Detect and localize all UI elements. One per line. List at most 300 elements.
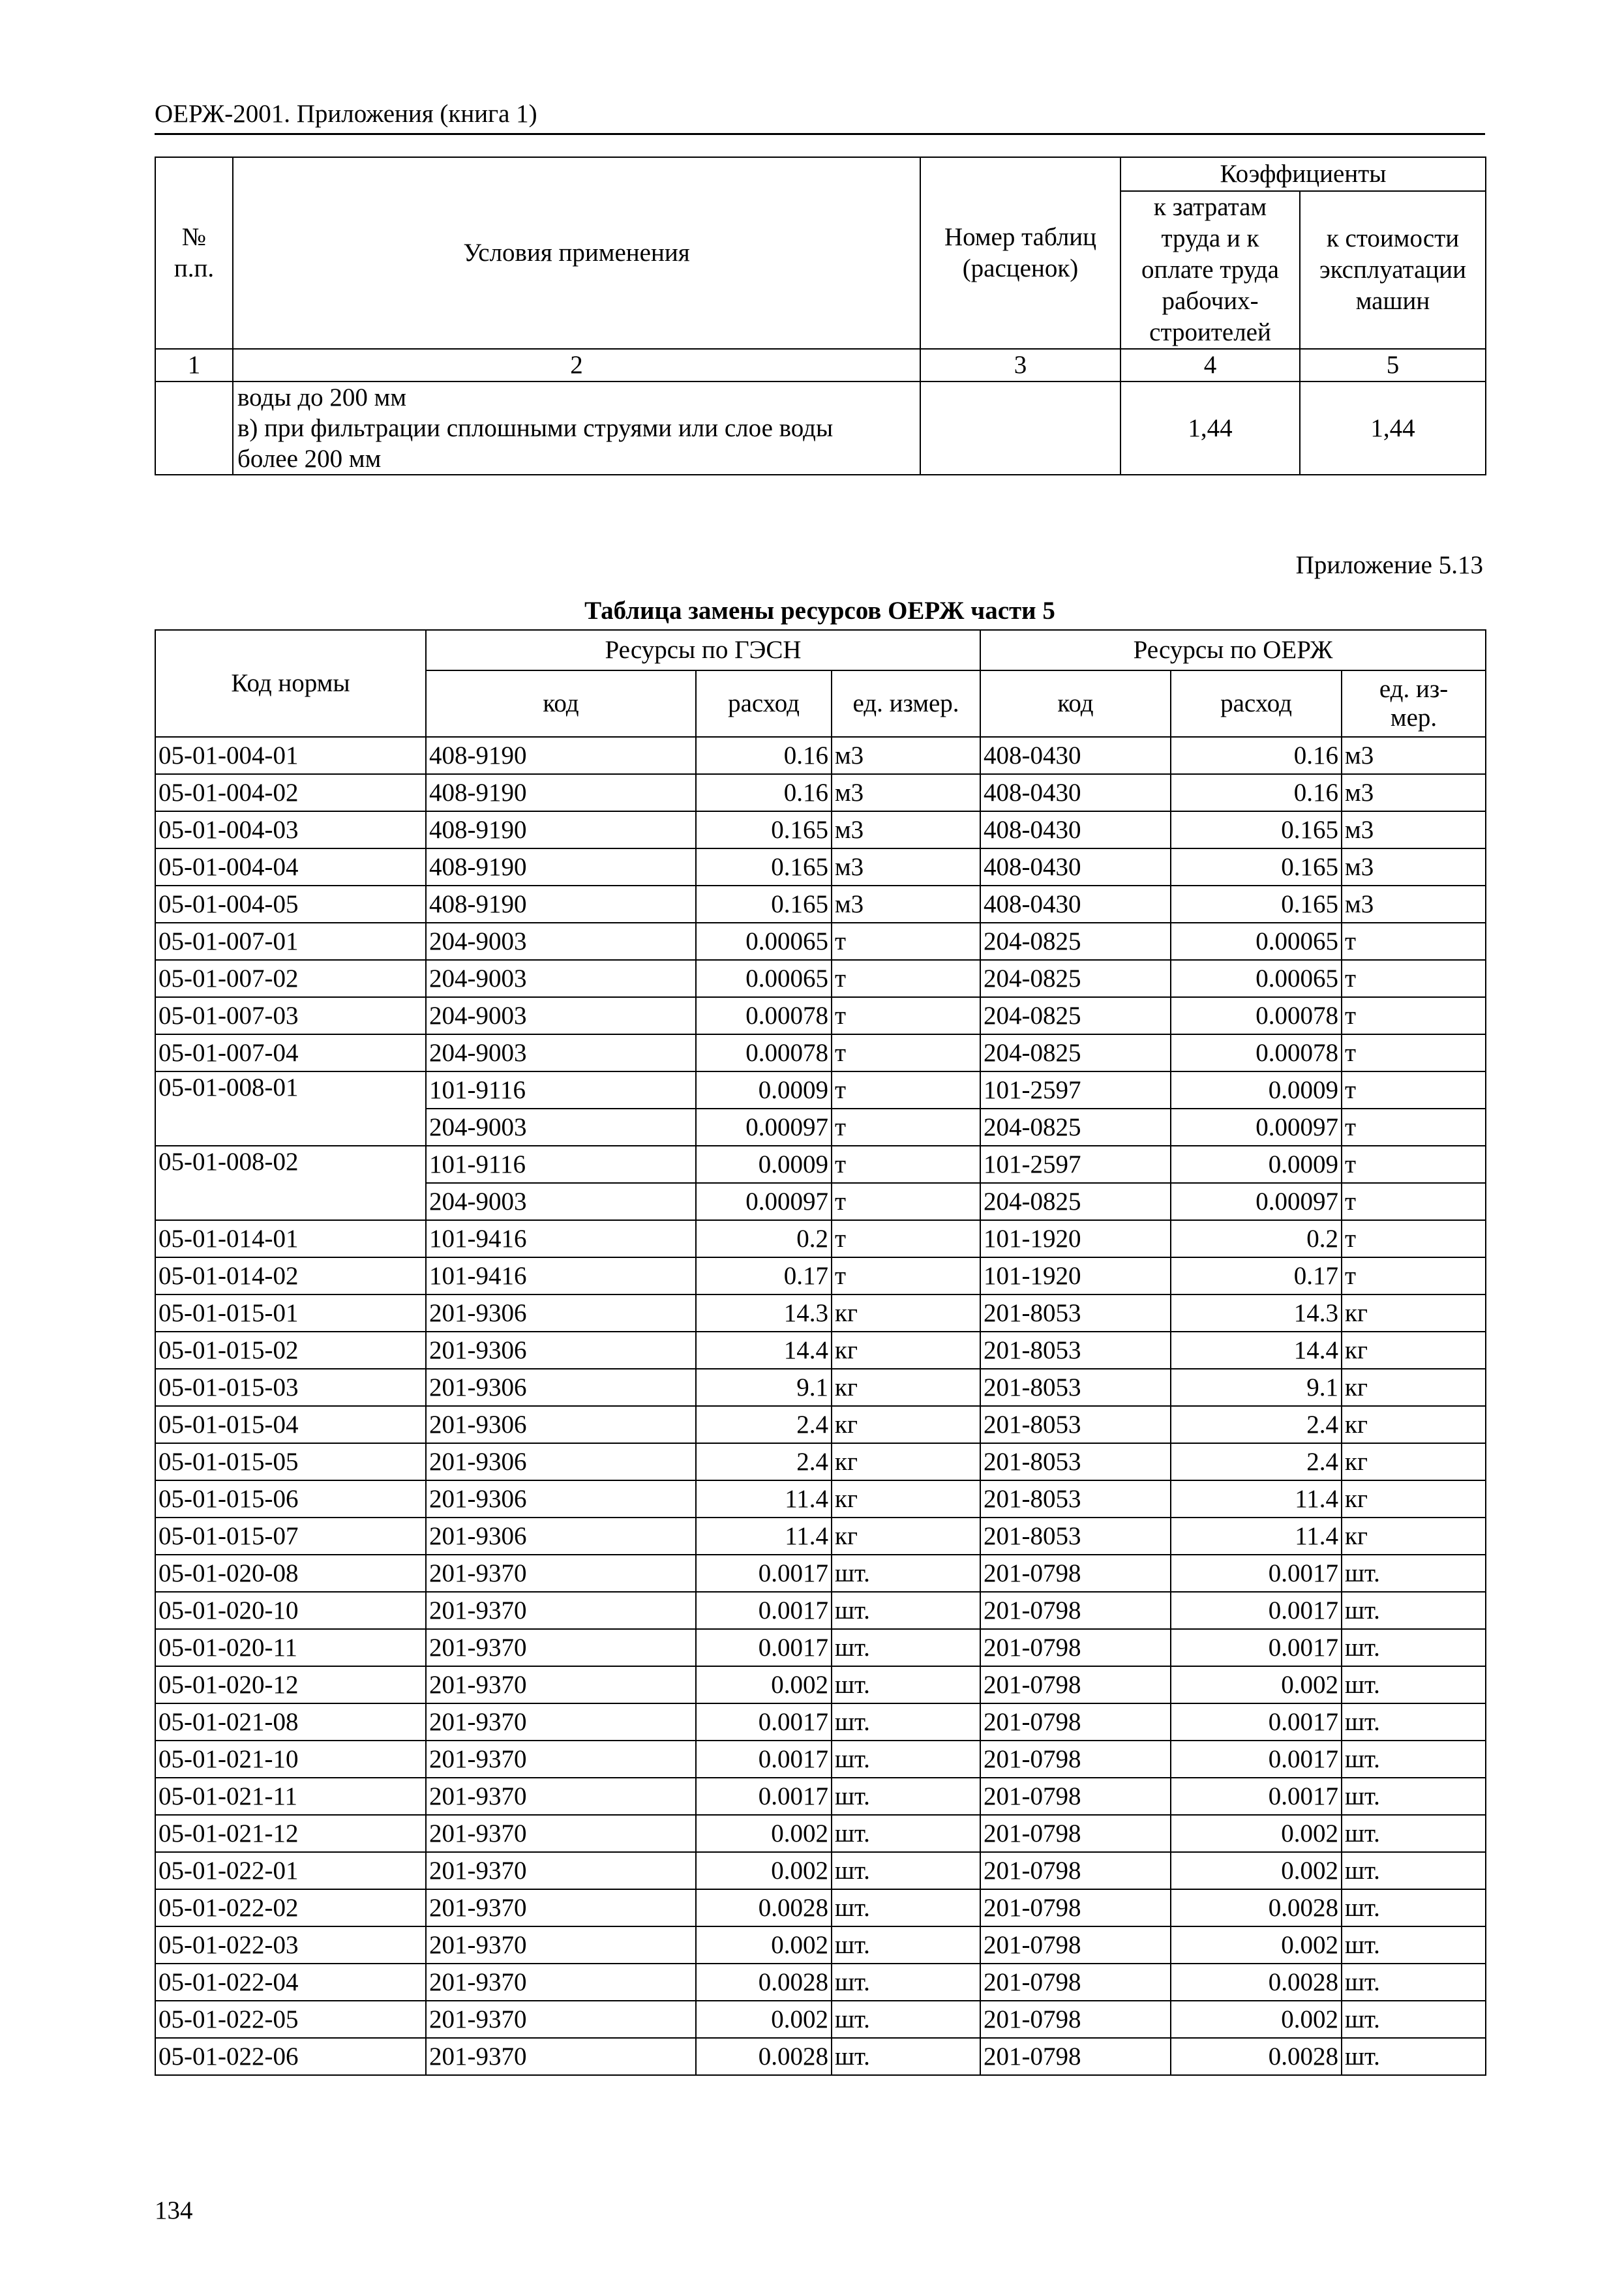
coefficients-table: [155, 157, 1486, 475]
row-number: [155, 382, 233, 475]
gesn-unit-cell: шт.: [832, 1666, 980, 1703]
oerzh-unit-cell: кг: [1342, 1369, 1486, 1406]
gesn-unit-cell: шт.: [832, 2038, 980, 2075]
oerzh-rate-cell: 0.00097: [1171, 1109, 1342, 1146]
oerzh-unit-cell: кг: [1342, 1294, 1486, 1332]
oerzh-rate-cell: 0.002: [1171, 1666, 1342, 1703]
gesn-rate-cell: 0.002: [696, 1926, 832, 1964]
gesn-code-cell: 201-9306: [426, 1332, 696, 1369]
oerzh-unit-cell: т: [1342, 1071, 1486, 1109]
gesn-unit-cell: т: [832, 1183, 980, 1220]
gesn-code-cell: 408-9190: [426, 848, 696, 886]
gesn-rate-cell: 0.16: [696, 774, 832, 811]
norm-code-cell: 05-01-015-03: [155, 1369, 426, 1406]
oerzh-unit-cell: шт.: [1342, 2001, 1486, 2038]
oerzh-code-cell: 201-0798: [980, 1741, 1171, 1778]
oerzh-code-cell: 408-0430: [980, 774, 1171, 811]
gesn-unit-cell: кг: [832, 1406, 980, 1443]
oerzh-unit-cell: шт.: [1342, 1592, 1486, 1629]
oerzh-code-cell: 201-0798: [980, 2038, 1171, 2075]
gesn-unit-cell: кг: [832, 1332, 980, 1369]
oerzh-rate-cell: 0.0017: [1171, 1592, 1342, 1629]
oerzh-rate-cell: 0.0017: [1171, 1741, 1342, 1778]
oerzh-unit-cell: м3: [1342, 737, 1486, 774]
col-index: 3: [920, 349, 1120, 382]
oerzh-unit-cell: м3: [1342, 848, 1486, 886]
norm-code-cell: 05-01-022-01: [155, 1852, 426, 1889]
gesn-rate-cell: 0.00097: [696, 1183, 832, 1220]
oerzh-unit-cell: т: [1342, 1109, 1486, 1146]
oerzh-rate-cell: 11.4: [1171, 1518, 1342, 1555]
oerzh-rate-cell: 0.0017: [1171, 1555, 1342, 1592]
gesn-rate-cell: 0.0009: [696, 1071, 832, 1109]
gesn-unit-cell: шт.: [832, 1889, 980, 1926]
gesn-code-cell: 201-9306: [426, 1480, 696, 1518]
oerzh-unit-cell: шт.: [1342, 1926, 1486, 1964]
table-row: [155, 1294, 1486, 1332]
norm-code-cell: 05-01-014-01: [155, 1220, 426, 1257]
oerzh-unit-cell: шт.: [1342, 1889, 1486, 1926]
gesn-unit-cell: шт.: [832, 1852, 980, 1889]
table-row: [155, 1332, 1486, 1369]
gesn-rate-cell: 0.165: [696, 848, 832, 886]
norm-code-cell: 05-01-020-10: [155, 1592, 426, 1629]
gesn-rate-cell: 0.0017: [696, 1592, 832, 1629]
table-row: [155, 774, 1486, 811]
oerzh-code-cell: 101-1920: [980, 1220, 1171, 1257]
norm-code-cell: 05-01-021-08: [155, 1703, 426, 1741]
table-row: [155, 1257, 1486, 1294]
norm-code-cell: 05-01-007-02: [155, 960, 426, 997]
oerzh-code-cell: 201-0798: [980, 1666, 1171, 1703]
gesn-unit-cell: кг: [832, 1369, 980, 1406]
col-header-machine-coef: к стоимости эксплуатации машин: [1300, 191, 1486, 349]
oerzh-unit-cell: шт.: [1342, 1964, 1486, 2001]
oerzh-code-cell: 201-0798: [980, 1592, 1171, 1629]
norm-code-cell: 05-01-007-03: [155, 997, 426, 1034]
oerzh-unit-cell: т: [1342, 960, 1486, 997]
norm-code-cell: 05-01-015-05: [155, 1443, 426, 1480]
row-table-number: [920, 382, 1120, 475]
gesn-unit-cell: м3: [832, 886, 980, 923]
gesn-unit-cell: шт.: [832, 1555, 980, 1592]
oerzh-rate-cell: 0.002: [1171, 1815, 1342, 1852]
gesn-code-cell: 201-9370: [426, 1964, 696, 2001]
oerzh-unit-cell: м3: [1342, 811, 1486, 848]
gesn-rate-cell: 11.4: [696, 1518, 832, 1555]
oerzh-unit-cell: т: [1342, 1034, 1486, 1071]
gesn-rate-cell: 14.4: [696, 1332, 832, 1369]
oerzh-unit-cell: т: [1342, 923, 1486, 960]
gesn-rate-cell: 0.0028: [696, 2038, 832, 2075]
oerzh-code-cell: 204-0825: [980, 1183, 1171, 1220]
norm-code-cell: 05-01-022-03: [155, 1926, 426, 1964]
oerzh-code-cell: 101-1920: [980, 1257, 1171, 1294]
gesn-code-cell: 204-9003: [426, 1109, 696, 1146]
oerzh-unit-cell: шт.: [1342, 1555, 1486, 1592]
gesn-rate-cell: 0.0009: [696, 1146, 832, 1183]
gesn-rate-cell: 0.002: [696, 1815, 832, 1852]
col-group-gesn: Ресурсы по ГЭСН: [426, 630, 980, 670]
oerzh-unit-cell: шт.: [1342, 1778, 1486, 1815]
gesn-rate-cell: 2.4: [696, 1443, 832, 1480]
col-header-oerzh-unit: ед. из- мер.: [1342, 670, 1486, 737]
norm-code-cell: 05-01-004-04: [155, 848, 426, 886]
oerzh-rate-cell: 0.16: [1171, 737, 1342, 774]
norm-code-cell: 05-01-008-02: [155, 1146, 426, 1220]
table-row: [155, 1666, 1486, 1703]
oerzh-code-cell: 408-0430: [980, 811, 1171, 848]
col-header-number: № п.п.: [155, 157, 233, 349]
gesn-code-cell: 201-9370: [426, 1703, 696, 1741]
gesn-rate-cell: 0.0028: [696, 1889, 832, 1926]
gesn-code-cell: 201-9370: [426, 1555, 696, 1592]
table-row: [155, 382, 1486, 475]
table-row: [155, 1889, 1486, 1926]
table-row: [155, 737, 1486, 774]
oerzh-rate-cell: 0.00065: [1171, 923, 1342, 960]
oerzh-rate-cell: 0.165: [1171, 811, 1342, 848]
oerzh-code-cell: 204-0825: [980, 1109, 1171, 1146]
table-row: [155, 1034, 1486, 1071]
table-row: [155, 1518, 1486, 1555]
col-header-norm-code: Код нормы: [155, 630, 426, 737]
gesn-code-cell: 201-9370: [426, 1778, 696, 1815]
table-caption: Таблица замены ресурсов ОЕРЖ части 5: [584, 597, 1055, 625]
table-row: [155, 1592, 1486, 1629]
oerzh-rate-cell: 0.00097: [1171, 1183, 1342, 1220]
gesn-unit-cell: т: [832, 1220, 980, 1257]
gesn-rate-cell: 0.0017: [696, 1703, 832, 1741]
table-row: [155, 1443, 1486, 1480]
col-header-oerzh-rate: расход: [1171, 670, 1342, 737]
table-row: [155, 811, 1486, 848]
gesn-code-cell: 408-9190: [426, 886, 696, 923]
gesn-rate-cell: 0.00065: [696, 960, 832, 997]
page-number: 134: [155, 2196, 193, 2224]
oerzh-code-cell: 204-0825: [980, 960, 1171, 997]
oerzh-unit-cell: шт.: [1342, 1666, 1486, 1703]
row-conditions: воды до 200 мм в) при фильтрации сплошными струями или слое воды более 200 мм: [233, 382, 920, 475]
table-row: [155, 1071, 1486, 1109]
col-header-coefficients: Коэффициенты: [1120, 157, 1486, 191]
oerzh-code-cell: 201-8053: [980, 1369, 1171, 1406]
oerzh-code-cell: 204-0825: [980, 997, 1171, 1034]
norm-code-cell: 05-01-021-10: [155, 1741, 426, 1778]
gesn-code-cell: 408-9190: [426, 737, 696, 774]
oerzh-unit-cell: шт.: [1342, 1852, 1486, 1889]
gesn-code-cell: 204-9003: [426, 997, 696, 1034]
oerzh-rate-cell: 0.0028: [1171, 1889, 1342, 1926]
oerzh-code-cell: 201-0798: [980, 1926, 1171, 1964]
oerzh-rate-cell: 2.4: [1171, 1406, 1342, 1443]
table-row: [155, 960, 1486, 997]
gesn-unit-cell: м3: [832, 848, 980, 886]
oerzh-code-cell: 201-8053: [980, 1518, 1171, 1555]
gesn-unit-cell: т: [832, 1071, 980, 1109]
gesn-unit-cell: кг: [832, 1294, 980, 1332]
gesn-unit-cell: т: [832, 1109, 980, 1146]
gesn-code-cell: 201-9370: [426, 2001, 696, 2038]
gesn-unit-cell: кг: [832, 1480, 980, 1518]
norm-code-cell: 05-01-022-05: [155, 2001, 426, 2038]
gesn-unit-cell: м3: [832, 737, 980, 774]
gesn-unit-cell: т: [832, 960, 980, 997]
table-row: [155, 1852, 1486, 1889]
gesn-rate-cell: 9.1: [696, 1369, 832, 1406]
norm-code-cell: 05-01-004-02: [155, 774, 426, 811]
oerzh-rate-cell: 0.0028: [1171, 1964, 1342, 2001]
oerzh-rate-cell: 0.00078: [1171, 1034, 1342, 1071]
oerzh-unit-cell: м3: [1342, 774, 1486, 811]
page-header: ОЕРЖ-2001. Приложения (книга 1): [155, 98, 1485, 135]
gesn-unit-cell: т: [832, 1034, 980, 1071]
oerzh-unit-cell: кг: [1342, 1406, 1486, 1443]
col-index: 4: [1120, 349, 1300, 382]
oerzh-code-cell: 201-0798: [980, 1964, 1171, 2001]
oerzh-rate-cell: 0.0028: [1171, 2038, 1342, 2075]
gesn-rate-cell: 0.002: [696, 2001, 832, 2038]
norm-code-cell: 05-01-021-12: [155, 1815, 426, 1852]
table-row: [155, 923, 1486, 960]
appendix-label: Приложение 5.13: [1295, 551, 1483, 579]
oerzh-code-cell: 201-8053: [980, 1480, 1171, 1518]
oerzh-rate-cell: 14.3: [1171, 1294, 1342, 1332]
gesn-rate-cell: 0.00097: [696, 1109, 832, 1146]
gesn-code-cell: 204-9003: [426, 960, 696, 997]
oerzh-rate-cell: 0.17: [1171, 1257, 1342, 1294]
gesn-code-cell: 101-9116: [426, 1146, 696, 1183]
table-row: [155, 1146, 1486, 1183]
gesn-rate-cell: 11.4: [696, 1480, 832, 1518]
oerzh-rate-cell: 0.0017: [1171, 1703, 1342, 1741]
norm-code-cell: 05-01-020-12: [155, 1666, 426, 1703]
oerzh-code-cell: 201-0798: [980, 1703, 1171, 1741]
oerzh-code-cell: 204-0825: [980, 1034, 1171, 1071]
oerzh-code-cell: 408-0430: [980, 886, 1171, 923]
gesn-rate-cell: 0.0017: [696, 1741, 832, 1778]
gesn-unit-cell: шт.: [832, 1741, 980, 1778]
oerzh-rate-cell: 0.00078: [1171, 997, 1342, 1034]
table-row: [155, 848, 1486, 886]
oerzh-unit-cell: т: [1342, 1220, 1486, 1257]
oerzh-rate-cell: 0.00065: [1171, 960, 1342, 997]
oerzh-code-cell: 201-0798: [980, 1889, 1171, 1926]
oerzh-rate-cell: 0.002: [1171, 1852, 1342, 1889]
norm-code-cell: 05-01-020-11: [155, 1629, 426, 1666]
oerzh-code-cell: 201-8053: [980, 1294, 1171, 1332]
gesn-code-cell: 204-9003: [426, 923, 696, 960]
col-header-gesn-code: код: [426, 670, 696, 737]
gesn-unit-cell: т: [832, 1257, 980, 1294]
table-row: [155, 1741, 1486, 1778]
gesn-unit-cell: м3: [832, 811, 980, 848]
norm-code-cell: 05-01-004-05: [155, 886, 426, 923]
gesn-unit-cell: шт.: [832, 1629, 980, 1666]
oerzh-rate-cell: 0.0009: [1171, 1146, 1342, 1183]
row-machine-coef: 1,44: [1300, 382, 1486, 475]
gesn-code-cell: 201-9370: [426, 1852, 696, 1889]
gesn-code-cell: 408-9190: [426, 811, 696, 848]
oerzh-rate-cell: 0.0009: [1171, 1071, 1342, 1109]
oerzh-rate-cell: 0.0017: [1171, 1629, 1342, 1666]
gesn-unit-cell: шт.: [832, 1592, 980, 1629]
norm-code-cell: 05-01-007-01: [155, 923, 426, 960]
oerzh-rate-cell: 9.1: [1171, 1369, 1342, 1406]
gesn-unit-cell: шт.: [832, 1964, 980, 2001]
oerzh-rate-cell: 14.4: [1171, 1332, 1342, 1369]
oerzh-unit-cell: кг: [1342, 1480, 1486, 1518]
gesn-rate-cell: 14.3: [696, 1294, 832, 1332]
table-row: [155, 2001, 1486, 2038]
gesn-unit-cell: шт.: [832, 1926, 980, 1964]
oerzh-unit-cell: т: [1342, 1146, 1486, 1183]
table-row: [155, 2038, 1486, 2075]
oerzh-code-cell: 201-8053: [980, 1443, 1171, 1480]
gesn-rate-cell: 0.002: [696, 1666, 832, 1703]
table-row: [155, 886, 1486, 923]
col-index: 1: [155, 349, 233, 382]
col-header-gesn-rate: расход: [696, 670, 832, 737]
table-row: [155, 1480, 1486, 1518]
norm-code-cell: 05-01-022-06: [155, 2038, 426, 2075]
gesn-unit-cell: шт.: [832, 1703, 980, 1741]
oerzh-unit-cell: кг: [1342, 1518, 1486, 1555]
col-header-gesn-unit: ед. измер.: [832, 670, 980, 737]
oerzh-rate-cell: 11.4: [1171, 1480, 1342, 1518]
oerzh-rate-cell: 0.002: [1171, 1926, 1342, 1964]
norm-code-cell: 05-01-007-04: [155, 1034, 426, 1071]
gesn-unit-cell: м3: [832, 774, 980, 811]
oerzh-unit-cell: шт.: [1342, 1741, 1486, 1778]
oerzh-unit-cell: шт.: [1342, 1629, 1486, 1666]
oerzh-code-cell: 101-2597: [980, 1071, 1171, 1109]
table-row: [155, 1555, 1486, 1592]
gesn-rate-cell: 0.16: [696, 737, 832, 774]
gesn-code-cell: 408-9190: [426, 774, 696, 811]
oerzh-code-cell: 408-0430: [980, 737, 1171, 774]
gesn-unit-cell: кг: [832, 1518, 980, 1555]
table-row: [155, 997, 1486, 1034]
gesn-code-cell: 201-9306: [426, 1369, 696, 1406]
gesn-rate-cell: 0.0017: [696, 1555, 832, 1592]
table-row: [155, 1926, 1486, 1964]
gesn-code-cell: 204-9003: [426, 1034, 696, 1071]
oerzh-code-cell: 201-8053: [980, 1332, 1171, 1369]
gesn-rate-cell: 0.0017: [696, 1778, 832, 1815]
gesn-rate-cell: 0.002: [696, 1852, 832, 1889]
resource-replacement-table: [155, 629, 1486, 2076]
gesn-unit-cell: т: [832, 997, 980, 1034]
gesn-unit-cell: шт.: [832, 1778, 980, 1815]
col-index: 5: [1300, 349, 1486, 382]
norm-code-cell: 05-01-015-02: [155, 1332, 426, 1369]
norm-code-cell: 05-01-015-01: [155, 1294, 426, 1332]
gesn-code-cell: 201-9306: [426, 1443, 696, 1480]
norm-code-cell: 05-01-004-01: [155, 737, 426, 774]
oerzh-code-cell: 201-0798: [980, 1778, 1171, 1815]
oerzh-code-cell: 101-2597: [980, 1146, 1171, 1183]
gesn-unit-cell: шт.: [832, 1815, 980, 1852]
col-group-oerzh: Ресурсы по ОЕРЖ: [980, 630, 1486, 670]
gesn-code-cell: 201-9370: [426, 1889, 696, 1926]
col-index: 2: [233, 349, 920, 382]
gesn-unit-cell: т: [832, 923, 980, 960]
table-row: [155, 1220, 1486, 1257]
table-row: [155, 1406, 1486, 1443]
table-row: [155, 1703, 1486, 1741]
gesn-rate-cell: 0.165: [696, 811, 832, 848]
oerzh-unit-cell: кг: [1342, 1332, 1486, 1369]
col-header-labor-coef: к затратам труда и к оплате труда рабочих- строителей: [1120, 191, 1300, 349]
gesn-rate-cell: 0.2: [696, 1220, 832, 1257]
gesn-rate-cell: 0.0028: [696, 1964, 832, 2001]
norm-code-cell: 05-01-014-02: [155, 1257, 426, 1294]
gesn-code-cell: 201-9370: [426, 1815, 696, 1852]
oerzh-unit-cell: т: [1342, 997, 1486, 1034]
norm-code-cell: 05-01-020-08: [155, 1555, 426, 1592]
oerzh-code-cell: 201-0798: [980, 1555, 1171, 1592]
norm-code-cell: 05-01-008-01: [155, 1071, 426, 1146]
norm-code-cell: 05-01-004-03: [155, 811, 426, 848]
gesn-code-cell: 201-9370: [426, 1629, 696, 1666]
gesn-rate-cell: 0.00078: [696, 1034, 832, 1071]
table-row: [155, 1964, 1486, 2001]
oerzh-unit-cell: м3: [1342, 886, 1486, 923]
gesn-rate-cell: 2.4: [696, 1406, 832, 1443]
gesn-code-cell: 201-9306: [426, 1294, 696, 1332]
oerzh-unit-cell: шт.: [1342, 1703, 1486, 1741]
gesn-rate-cell: 0.165: [696, 886, 832, 923]
col-header-table-number: Номер таблиц (расценок): [920, 157, 1120, 349]
oerzh-unit-cell: шт.: [1342, 1815, 1486, 1852]
gesn-code-cell: 101-9416: [426, 1220, 696, 1257]
oerzh-rate-cell: 0.0017: [1171, 1778, 1342, 1815]
norm-code-cell: 05-01-022-02: [155, 1889, 426, 1926]
gesn-rate-cell: 0.00065: [696, 923, 832, 960]
oerzh-code-cell: 201-0798: [980, 1852, 1171, 1889]
norm-code-cell: 05-01-015-06: [155, 1480, 426, 1518]
table-row: [155, 1778, 1486, 1815]
oerzh-rate-cell: 0.16: [1171, 774, 1342, 811]
gesn-code-cell: 204-9003: [426, 1183, 696, 1220]
oerzh-unit-cell: т: [1342, 1257, 1486, 1294]
gesn-rate-cell: 0.0017: [696, 1629, 832, 1666]
gesn-code-cell: 201-9370: [426, 1592, 696, 1629]
gesn-code-cell: 201-9370: [426, 2038, 696, 2075]
gesn-rate-cell: 0.00078: [696, 997, 832, 1034]
gesn-code-cell: 201-9370: [426, 1666, 696, 1703]
oerzh-rate-cell: 0.165: [1171, 848, 1342, 886]
gesn-code-cell: 201-9370: [426, 1741, 696, 1778]
norm-code-cell: 05-01-021-11: [155, 1778, 426, 1815]
table-row: [155, 1815, 1486, 1852]
gesn-code-cell: 101-9116: [426, 1071, 696, 1109]
norm-code-cell: 05-01-022-04: [155, 1964, 426, 2001]
col-header-oerzh-code: код: [980, 670, 1171, 737]
row-labor-coef: 1,44: [1120, 382, 1300, 475]
gesn-code-cell: 201-9306: [426, 1518, 696, 1555]
gesn-code-cell: 201-9370: [426, 1926, 696, 1964]
gesn-unit-cell: кг: [832, 1443, 980, 1480]
oerzh-rate-cell: 0.165: [1171, 886, 1342, 923]
resource-table-body: [155, 737, 1486, 2075]
oerzh-code-cell: 408-0430: [980, 848, 1171, 886]
oerzh-rate-cell: 2.4: [1171, 1443, 1342, 1480]
oerzh-code-cell: 201-0798: [980, 1629, 1171, 1666]
oerzh-code-cell: 204-0825: [980, 923, 1171, 960]
gesn-unit-cell: шт.: [832, 2001, 980, 2038]
